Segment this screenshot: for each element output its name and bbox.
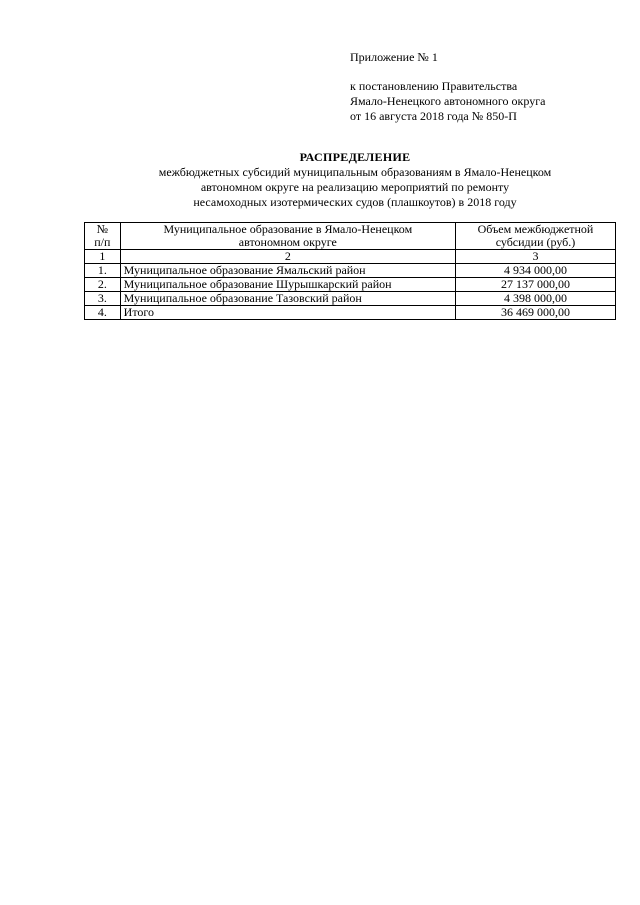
appendix-gap <box>350 65 545 79</box>
table-header-row <box>85 223 616 250</box>
appendix-number: Приложение № 1 <box>350 50 438 64</box>
appendix-block <box>350 50 545 124</box>
header-num-line-2: п/п <box>94 235 111 249</box>
row-amount: 27 137 000,00 <box>455 278 615 292</box>
header-amount-line-2: субсидии (руб.) <box>495 235 576 249</box>
appendix-line-1: к постановлению Правительства <box>350 79 518 93</box>
title-sub-2: автономном округе на реализацию мероприятий по ремонту <box>200 180 510 194</box>
column-number: 1 <box>85 250 121 264</box>
header-amount-line-1: Объем межбюджетной <box>477 222 594 236</box>
appendix-line-3: от 16 августа 2018 года № 850-П <box>350 109 517 123</box>
row-num: 2. <box>85 278 121 292</box>
row-num: 4. <box>85 306 121 320</box>
row-municipality: Муниципальное образование Шурышкарский район <box>120 278 455 292</box>
header-num-line-1: № <box>96 222 109 236</box>
row-municipality: Муниципальное образование Тазовский район <box>120 292 455 306</box>
table-row-total <box>85 306 616 320</box>
header-municipality-line-2: автономном округе <box>238 235 337 249</box>
title-sub-1: межбюджетных субсидий муниципальным образованиям в Ямало-Ненецком <box>158 165 552 179</box>
appendix-line-2: Ямало-Ненецкого автономного округа <box>350 94 546 108</box>
table-row <box>85 292 616 306</box>
header-municipality-line-1: Муниципальное образование в Ямало-Ненецком <box>163 222 413 236</box>
row-num: 3. <box>85 292 121 306</box>
row-municipality: Муниципальное образование Ямальский район <box>120 264 455 278</box>
table-row <box>85 278 616 292</box>
subsidies-table <box>84 222 616 320</box>
header-amount <box>455 223 615 250</box>
column-number: 2 <box>120 250 455 264</box>
row-amount: 36 469 000,00 <box>455 306 615 320</box>
header-num <box>85 223 121 250</box>
header-municipality <box>120 223 455 250</box>
row-municipality: Итого <box>120 306 455 320</box>
row-amount: 4 398 000,00 <box>455 292 615 306</box>
document-title <box>80 150 630 210</box>
column-number-row <box>85 250 616 264</box>
row-amount: 4 934 000,00 <box>455 264 615 278</box>
title-sub-3: несамоходных изотермических судов (плашкоутов) в 2018 году <box>193 195 517 209</box>
table-row <box>85 264 616 278</box>
row-num: 1. <box>85 264 121 278</box>
column-number: 3 <box>455 250 615 264</box>
title-main: РАСПРЕДЕЛЕНИЕ <box>299 150 411 164</box>
